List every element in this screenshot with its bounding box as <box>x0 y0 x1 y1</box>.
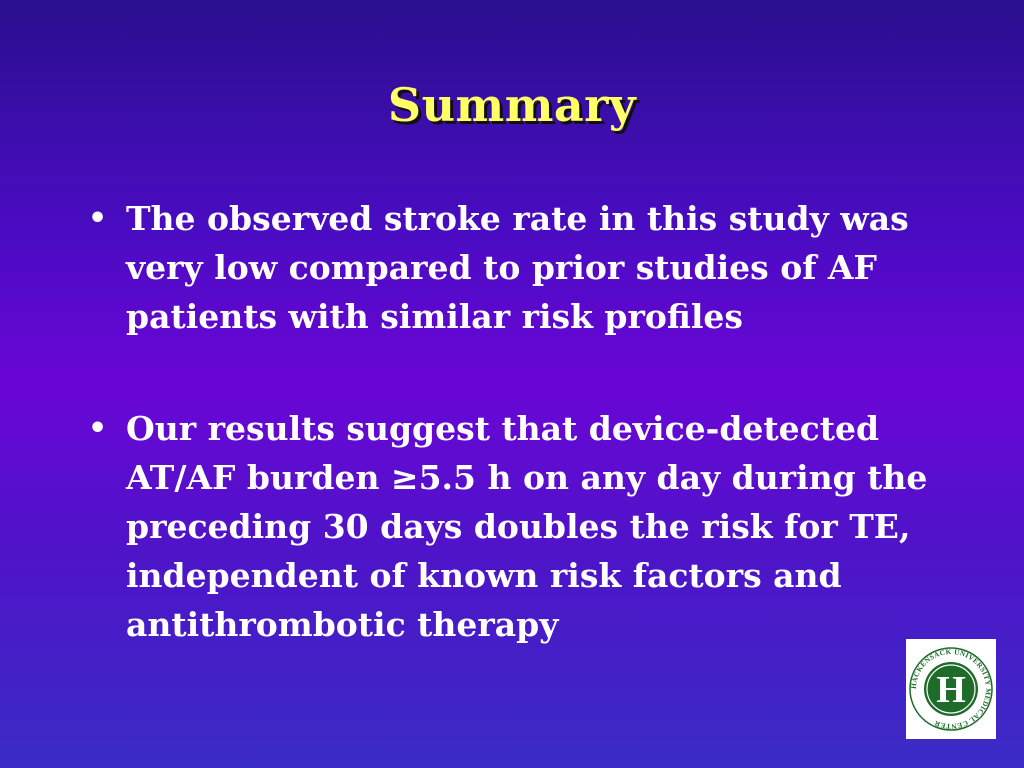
logo-letter: H <box>936 669 966 711</box>
bullet-marker: • <box>88 201 108 236</box>
bullet-marker: • <box>88 411 108 446</box>
bullet-item <box>88 404 948 649</box>
bullet-item <box>88 194 948 341</box>
bullet-text: The observed stroke rate in this study was very low compared to prior studies of AF patients with similar risk profiles <box>126 199 909 336</box>
slide-title: Summary <box>387 78 637 132</box>
hospital-logo <box>906 639 996 739</box>
bullet-list <box>88 194 948 649</box>
hospital-seal-icon <box>906 639 996 739</box>
bullet-text: Our results suggest that device-detected AT/AF burden ≥5.5 h on any day during the preceding 30 days doubles the risk for TE, independent of known risk factors and antithrombotic therapy <box>126 409 928 644</box>
logo-ring-text: HACKENSACK UNIVERSITY MEDICAL CENTER <box>909 647 993 731</box>
